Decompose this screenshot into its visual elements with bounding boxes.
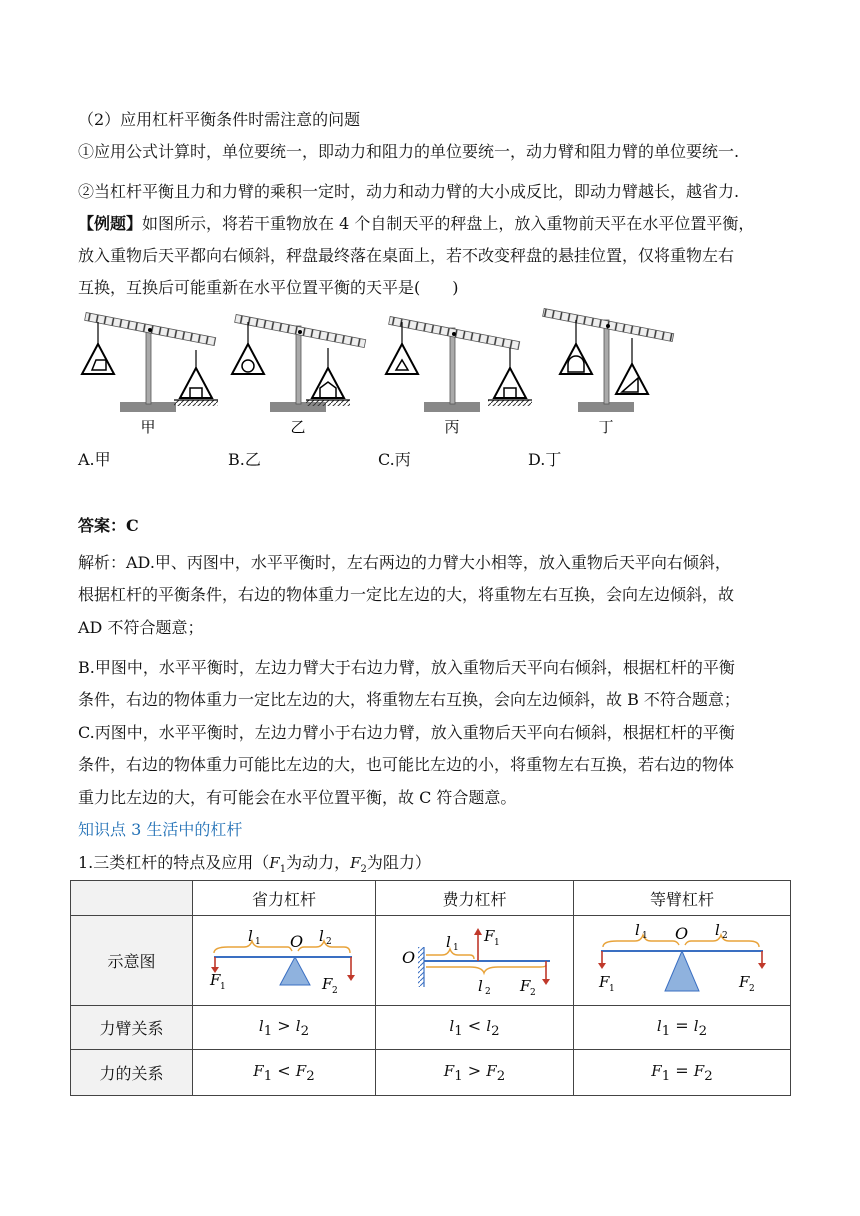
example-line-2: 放入重物后天平都向右倾斜，秤盘最终落在桌面上，若不改变秤盘的悬挂位置，仅将重物左右 <box>78 246 735 265</box>
lever-diagram-3 <box>593 921 771 997</box>
table-corner <box>71 881 193 916</box>
figure-label-jia: 甲 <box>140 418 156 436</box>
subtitle-f1-sub: 1 <box>279 864 287 876</box>
diagram-force-saving <box>193 916 376 1006</box>
force-f1-sub: 1 <box>661 1069 671 1085</box>
arm-op: > <box>277 1015 291 1035</box>
label-l1: l <box>445 932 451 951</box>
label-l2: l <box>715 920 720 939</box>
col-header-force-costing: 费力杠杆 <box>376 881 574 916</box>
label-f1: F <box>599 972 610 991</box>
force-relation-force-costing <box>376 1050 574 1096</box>
figure-label-ding: 丁 <box>598 418 614 436</box>
balance-figures <box>76 308 696 440</box>
force-f2-sub: 2 <box>704 1069 713 1085</box>
label-f2-sub: 2 <box>749 983 755 994</box>
figure-bing <box>386 316 532 436</box>
label-l2-sub: 2 <box>722 930 728 941</box>
label-f2: F <box>519 976 530 995</box>
arm-l2-sub: 2 <box>698 1024 708 1040</box>
subtitle-f2: F <box>350 854 361 872</box>
subtitle-pre: 1.三类杠杆的特点及应用（ <box>78 853 270 872</box>
arm-l1: l <box>656 1016 662 1035</box>
force-relation-force-saving <box>193 1050 376 1096</box>
arm-relation-force-saving <box>193 1006 376 1050</box>
analysis-line-1: 解析：AD.甲、丙图中，水平平衡时，左右两边的力臂大小相等，放入重物后天平向右倾斜， <box>78 553 731 572</box>
section-title: 知识点 3 生活中的杠杆 <box>78 820 243 839</box>
analysis-line-4: B.甲图中，水平平衡时，左边力臂大于右边力臂，放入重物后天平向右倾斜，根据杠杆的平衡 <box>78 658 735 677</box>
arm-l1-sub: 1 <box>263 1024 273 1040</box>
row-label-force-relation: 力的关系 <box>71 1050 193 1096</box>
intro-point-2: ②当杠杆平衡且力和力臂的乘积一定时，动力和动力臂的大小成反比，即动力臂越长，越省力. <box>78 182 740 201</box>
label-l1-sub: 1 <box>452 942 459 953</box>
force-f1-sub: 1 <box>454 1069 463 1085</box>
example-line-3: 互换，互换后可能重新在水平位置平衡的天平是( ) <box>78 278 459 297</box>
analysis-line-8: 重力比左边的大，有可能会在水平位置平衡，故 C 符合题意。 <box>78 788 517 807</box>
label-f1-sub: 1 <box>493 937 500 948</box>
figure-label-yi: 乙 <box>290 418 306 436</box>
example-tag: 【例题】 <box>78 214 143 233</box>
label-f2: F <box>739 972 750 991</box>
label-f1: F <box>210 970 221 989</box>
label-l1: l <box>635 920 640 939</box>
diagram-force-costing <box>376 916 574 1006</box>
force-f1: F <box>651 1061 662 1080</box>
intro-heading: （2）应用杠杆平衡条件时需注意的问题 <box>78 110 361 129</box>
label-f1: F <box>483 926 494 945</box>
force-f1: F <box>443 1061 455 1080</box>
table-row-diagram <box>71 916 791 1006</box>
analysis-line-5: 条件，右边的物体重力一定比左边的大，将重物左右互换，会向左边倾斜，故 B 不符合题意； <box>78 690 740 709</box>
row-label-diagram: 示意图 <box>71 916 193 1006</box>
table-row-arm-relation <box>71 1006 791 1050</box>
label-l2: l <box>477 976 483 995</box>
arm-l2: l <box>295 1016 301 1035</box>
label-o: O <box>290 931 304 951</box>
arm-l1-sub: 1 <box>454 1024 463 1040</box>
example-line-1 <box>78 212 754 236</box>
section-subtitle <box>78 851 431 882</box>
arm-op: = <box>675 1015 689 1035</box>
analysis-line-3: AD 不符合题意； <box>78 618 204 637</box>
subtitle-f1: F <box>269 854 280 872</box>
arm-l1: l <box>449 1016 455 1035</box>
label-o: O <box>401 947 415 967</box>
subtitle-f2-sub: 2 <box>360 864 367 876</box>
force-f2: F <box>295 1061 307 1080</box>
force-relation-equal-arm <box>574 1050 791 1096</box>
arm-relation-equal-arm <box>574 1006 791 1050</box>
option-d: D.丁 <box>528 450 562 469</box>
label-f1-sub: 1 <box>609 983 615 994</box>
table-header-row <box>71 881 791 916</box>
arm-op: < <box>467 1015 482 1035</box>
label-f2-sub: 2 <box>332 985 338 995</box>
label-f1-sub: 1 <box>220 981 226 992</box>
arm-l1: l <box>258 1016 264 1035</box>
figure-jia <box>82 312 218 436</box>
label-f2: F <box>322 974 333 993</box>
option-b: B.乙 <box>228 450 261 469</box>
figure-ding <box>543 308 674 436</box>
label-l1-sub: 1 <box>642 930 648 941</box>
example-text-1: 如图所示，将若干重物放在 4 个自制天平的秤盘上，放入重物前天平在水平位置平衡， <box>142 214 755 233</box>
force-f1: F <box>253 1061 264 1080</box>
intro-point-1: ①应用公式计算时，单位要统一，即动力和阻力的单位要统一，动力臂和阻力臂的单位要统一. <box>78 142 740 161</box>
arm-l2-sub: 2 <box>491 1024 500 1040</box>
row-label-arm-relation: 力臂关系 <box>71 1006 193 1050</box>
figure-yi <box>232 314 366 436</box>
col-header-force-saving: 省力杠杆 <box>193 881 376 916</box>
label-l1: l <box>248 926 253 945</box>
label-f2-sub: 2 <box>529 987 536 997</box>
subtitle-post: 为阻力） <box>366 853 431 872</box>
force-op: = <box>675 1060 689 1080</box>
force-f2: F <box>486 1061 497 1080</box>
force-f2-sub: 2 <box>496 1069 506 1085</box>
force-op: > <box>467 1060 482 1080</box>
label-l1-sub: 1 <box>255 936 261 947</box>
force-f2-sub: 2 <box>306 1069 315 1085</box>
force-f2: F <box>693 1061 705 1080</box>
label-l2: l <box>319 926 324 945</box>
analysis-line-7: 条件，右边的物体重力可能比左边的大，也可能比左边的小，将重物左右互换，若右边的物体 <box>78 755 735 774</box>
force-op: < <box>277 1060 291 1080</box>
lever-diagram-1 <box>204 923 364 995</box>
figure-label-bing: 丙 <box>444 418 460 436</box>
arm-relation-force-costing <box>376 1006 574 1050</box>
analysis-line-6: C.丙图中，水平平衡时，左边力臂小于右边力臂，放入重物后天平向右倾斜，根据杠杆的平衡 <box>78 723 735 742</box>
lever-table <box>70 880 791 1096</box>
col-header-equal-arm: 等臂杠杆 <box>574 881 791 916</box>
arm-l2-sub: 2 <box>300 1024 310 1040</box>
label-l2-sub: 2 <box>326 936 332 947</box>
force-f1-sub: 1 <box>263 1069 273 1085</box>
label-l2-sub: 2 <box>484 986 491 997</box>
answer-label: 答案：C <box>78 516 139 535</box>
arm-l1-sub: 1 <box>661 1024 671 1040</box>
option-c: C.丙 <box>378 450 411 469</box>
analysis-line-2: 根据杠杆的平衡条件，右边的物体重力一定比左边的大，将重物左右互换，会向左边倾斜，故 <box>78 585 735 604</box>
lever-diagram-2 <box>390 921 560 997</box>
label-o: O <box>675 923 689 943</box>
diagram-equal-arm <box>574 916 791 1006</box>
option-a: A.甲 <box>78 450 111 469</box>
arm-l2: l <box>693 1016 699 1035</box>
arm-l2: l <box>486 1016 492 1035</box>
subtitle-mid: 为动力， <box>286 853 351 872</box>
table-row-force-relation <box>71 1050 791 1096</box>
